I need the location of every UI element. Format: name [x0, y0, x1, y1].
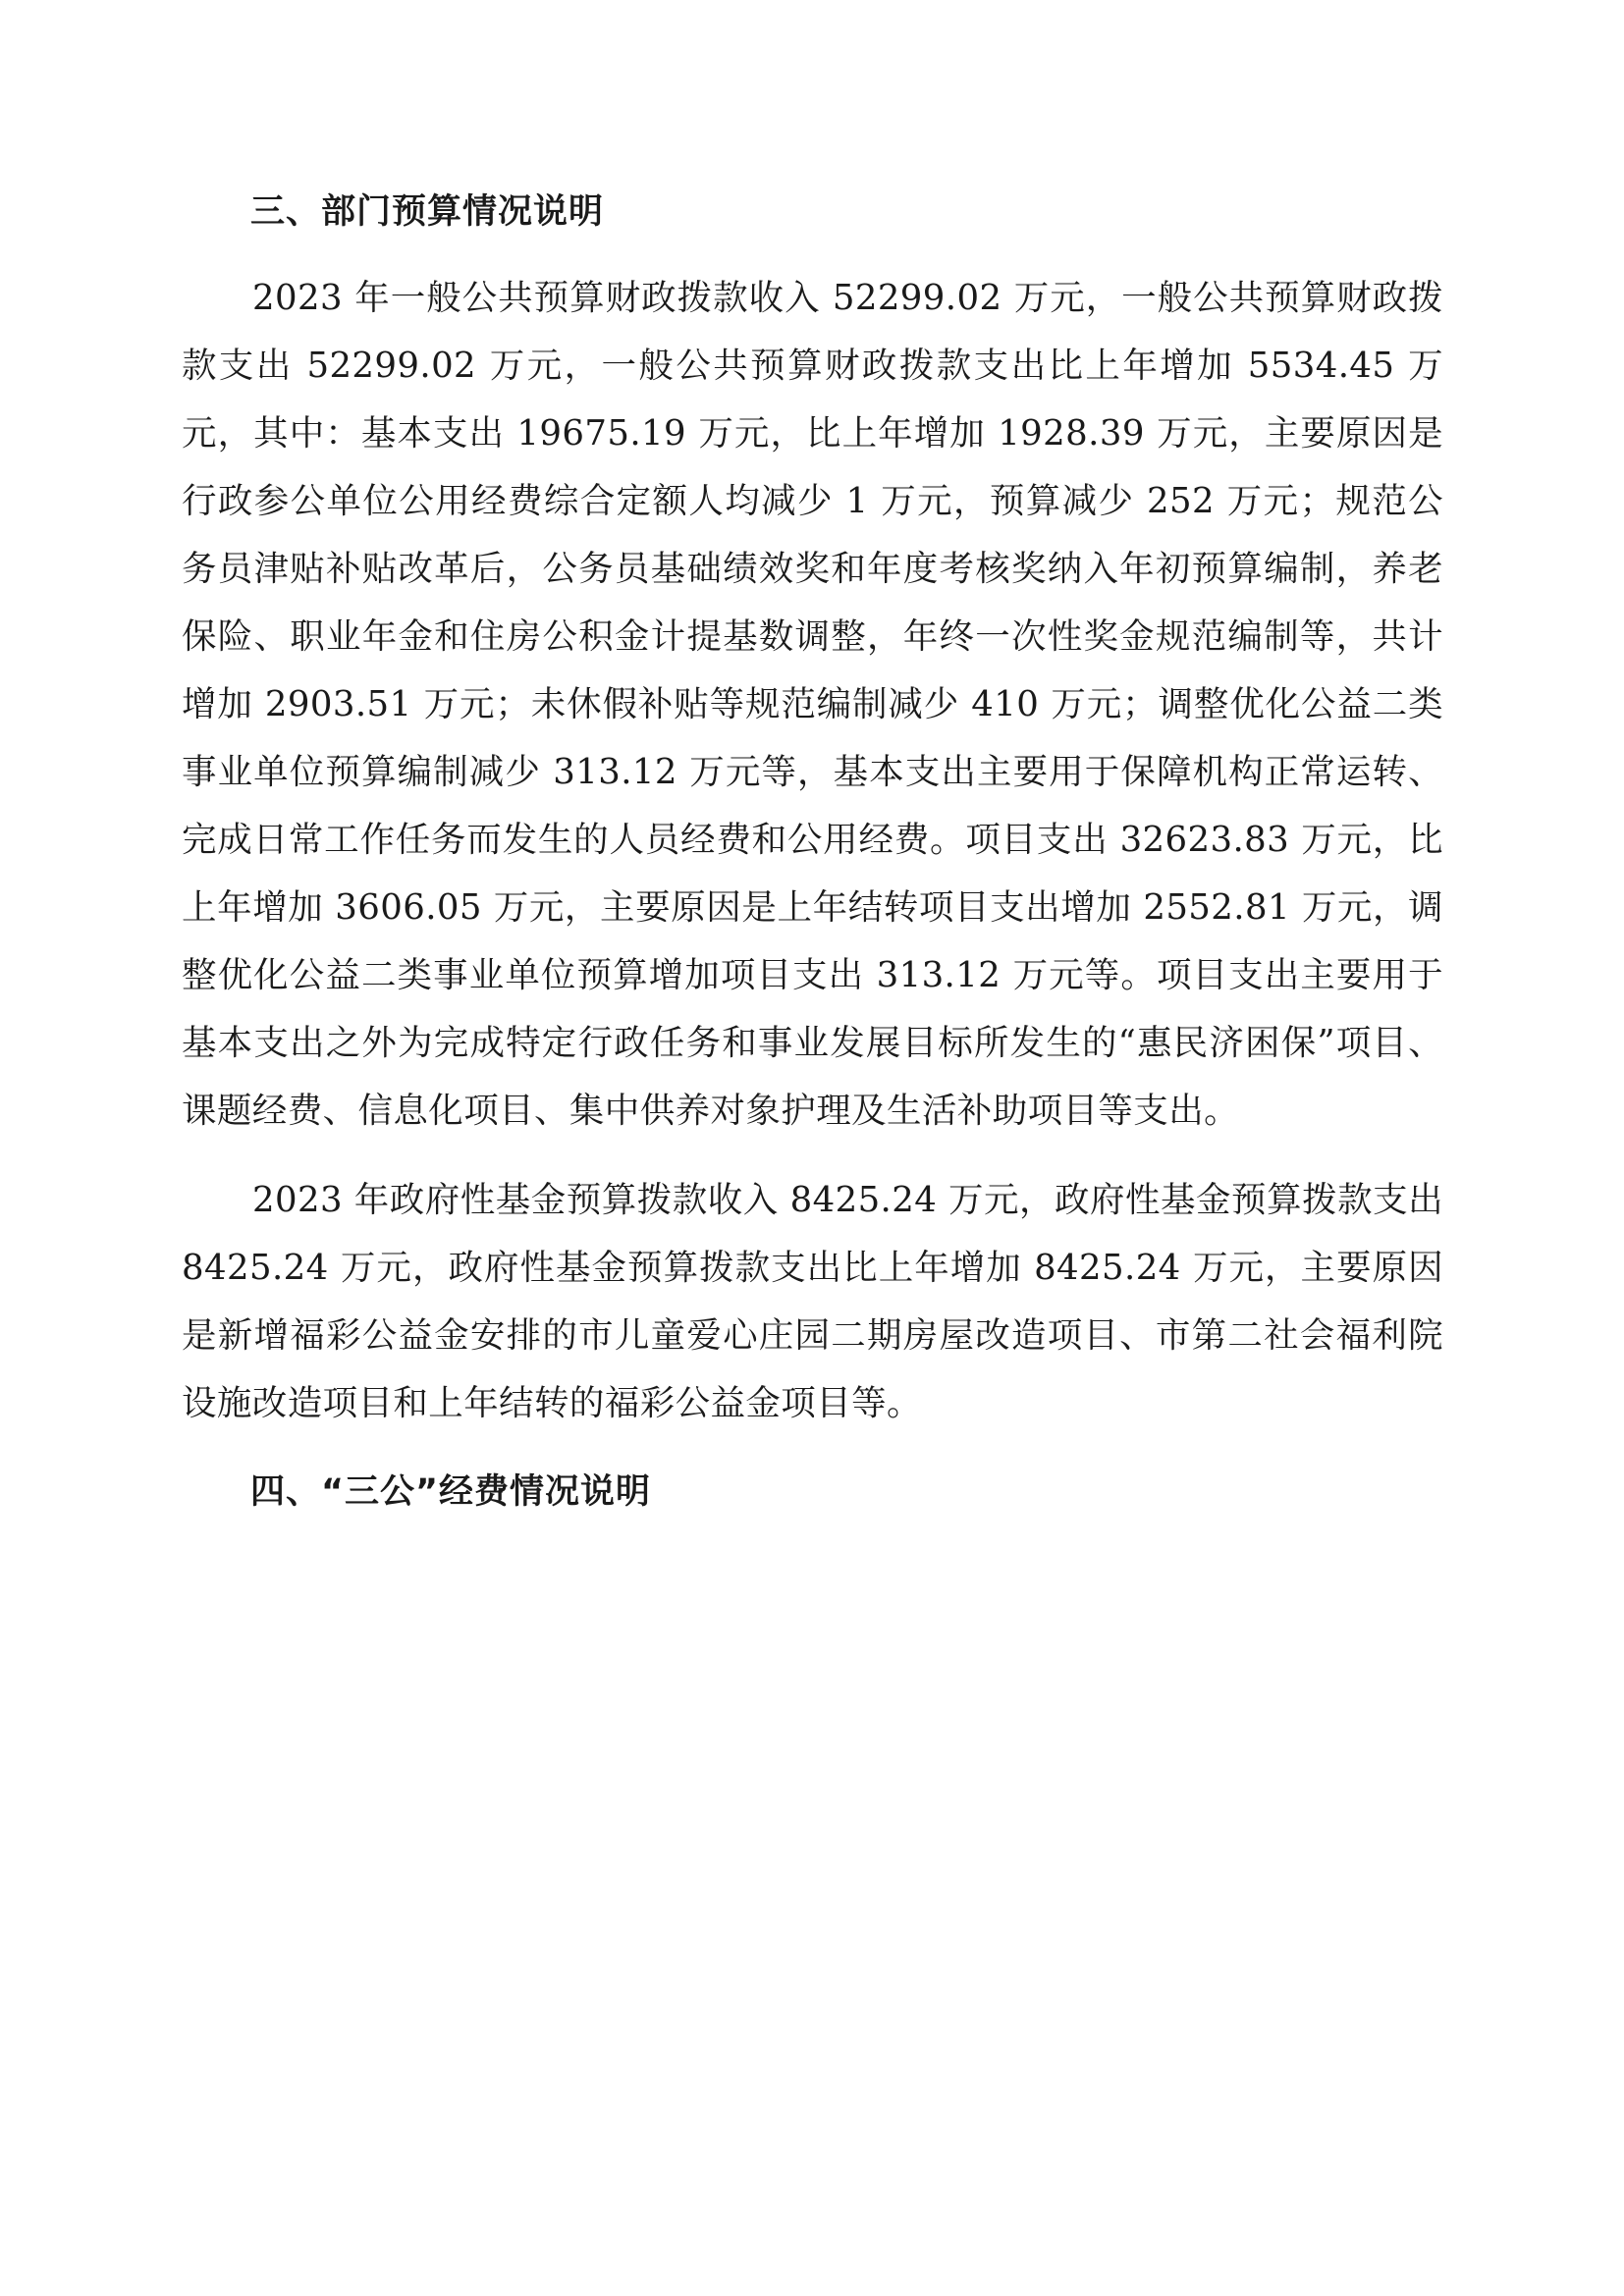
section-heading-three-public-expenses: 四、“三公”经费情况说明 [250, 1471, 652, 1512]
section-heading-budget-explanation: 三、部门预算情况说明 [250, 192, 605, 232]
document-content [182, 187, 1443, 1518]
paragraph-general-public-budget: 2023 年一般公共预算财政拨款收入 52299.02 万元，一般公共预算财政拨款支出 52299.02 万元，一般公共预算财政拨款支出比上年增加 5534.45 万元，其中：基本支出 19675.19 万元，比上年增加 1928.39 万元，主要原因是行政参公单位公用经费综合定额人均减少 1 万元，预算减少 252 万元；规范公务员津贴补贴改革后，公务员基础绩效奖和年度考核奖纳入年初预算编制，养老保险、职业年金和住房公积金计提基数调整，年终一次性奖金规范编制等，共计增加 2903.51 万元；未休假补贴等规范编制减少 410 万元；调整优化公益二类事业单位预算编制减少 313.12 万元等，基本支出主要用于保障机构正常运转、完成日常工作任务而发生的人员经费和公用经费。项目支出 32623.83 万元，比上年增加 3606.05 万元，主要原因是上年结转项目支出增加 2552.81 万元，调整优化公益二类事业单位预算增加项目支出 313.12 万元等。项目支出主要用于基本支出之外为完成特定行政任务和事业发展目标所发生的“惠民济困保”项目、课题经费、信息化项目、集中供养对象护理及生活补助项目等支出。 [182, 277, 1443, 1131]
paragraph-government-fund-budget: 2023 年政府性基金预算拨款收入 8425.24 万元，政府性基金预算拨款支出 8425.24 万元，政府性基金预算拨款支出比上年增加 8425.24 万元，主要原因是新增福彩公益金安排的市儿童爱心庄园二期房屋改造项目、市第二社会福利院设施改造项目和上年结转的福彩公益金项目等。 [182, 1179, 1443, 1423]
